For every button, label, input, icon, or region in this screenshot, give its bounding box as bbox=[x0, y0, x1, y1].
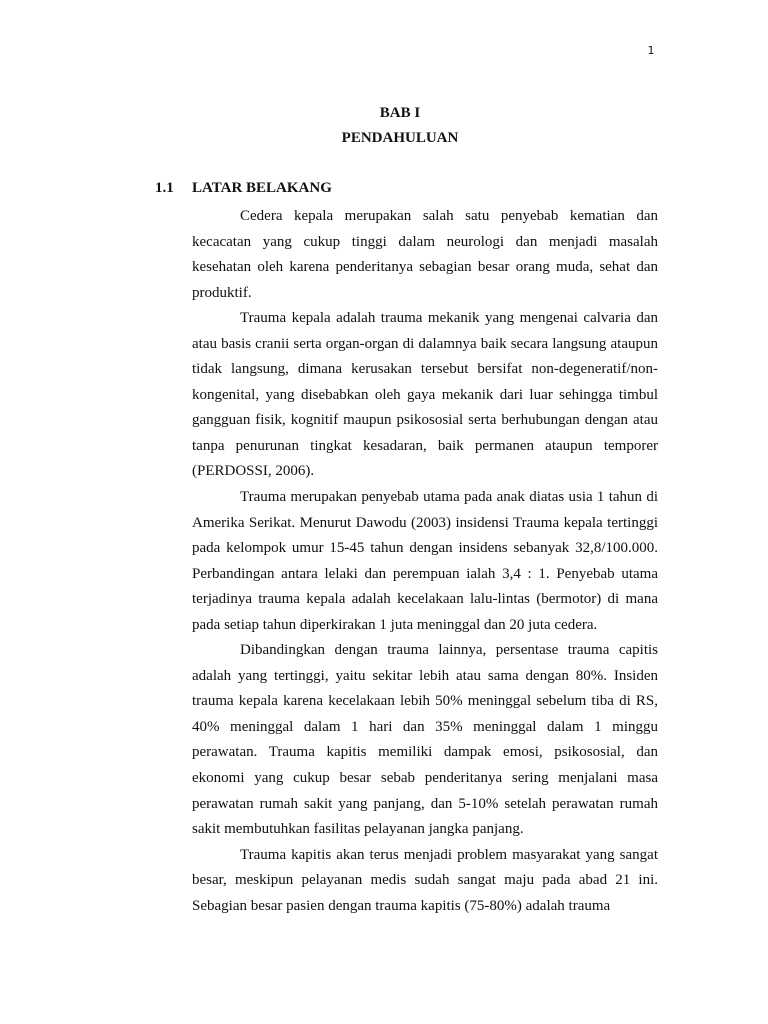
paragraph: Cedera kepala merupakan salah satu penyebab kematian dan kecacatan yang cukup tinggi dalam neurologi dan menjadi masalah kesehatan oleh karena penderitanya sebagian besar orang muda, sehat dan produktif. bbox=[192, 208, 658, 301]
paragraph: Trauma kapitis akan terus menjadi problem masyarakat yang sangat besar, meskipun pelayanan medis sudah sangat maju pada abad 21 ini. Sebagian besar pasien dengan trauma kapitis (75-80%) adalah trauma bbox=[192, 846, 658, 914]
body-text bbox=[192, 204, 658, 919]
paragraph: Trauma merupakan penyebab utama pada anak diatas usia 1 tahun di Amerika Serikat. Menurut Dawodu (2003) insidensi Trauma kepala tertinggi pada kelompok umur 15-45 tahun dengan insidens sebanyak 32,8/100.000. Perbandingan antara lelaki dan perempuan ialah 3,4 : 1. Penyebab utama terjadinya trauma kepala adalah kecelakaan lalu-lintas (bermotor) di mana pada setiap tahun diperkirakan 1 juta meninggal dan 20 juta cedera. bbox=[192, 489, 658, 633]
section-number: 1.1 bbox=[155, 180, 174, 196]
page-number: 1 bbox=[647, 44, 655, 57]
chapter-label: BAB I bbox=[379, 105, 421, 121]
paragraph: Dibandingkan dengan trauma lainnya, persentase trauma capitis adalah yang tertinggi, yaitu sekitar lebih atau sama dengan 80%. Insiden trauma kepala karena kecelakaan lebih 50% meninggal sebelum tiba di RS, 40% meninggal dalam 1 hari dan 35% meninggal dalam 1 minggu perawatan. Trauma kapitis memiliki dampak emosi, psikososial, dan ekonomi yang cukup besar sebab penderitanya sering menjalani masa perawatan rumah sakit yang panjang, dan 5-10% setelah perawatan rumah sakit membutuhkan fasilitas pelayanan jangka panjang. bbox=[192, 642, 658, 838]
section-title: LATAR BELAKANG bbox=[192, 180, 332, 196]
chapter-title: PENDAHULUAN bbox=[341, 130, 459, 146]
paragraph: Trauma kepala adalah trauma mekanik yang mengenai calvaria dan atau basis cranii serta organ-organ di dalamnya baik secara langsung ataupun tidak langsung, dimana kerusakan tersebut bersifat non-degeneratif/non-kongenital, yang disebabkan oleh gaya mekanik dari luar sehingga timbul gangguan fisik, kognitif maupun psikososial serta berhubungan dengan atau tanpa penurunan tingkat kesadaran, baik permanen ataupun temporer (PERDOSSI, 2006). bbox=[192, 310, 658, 480]
